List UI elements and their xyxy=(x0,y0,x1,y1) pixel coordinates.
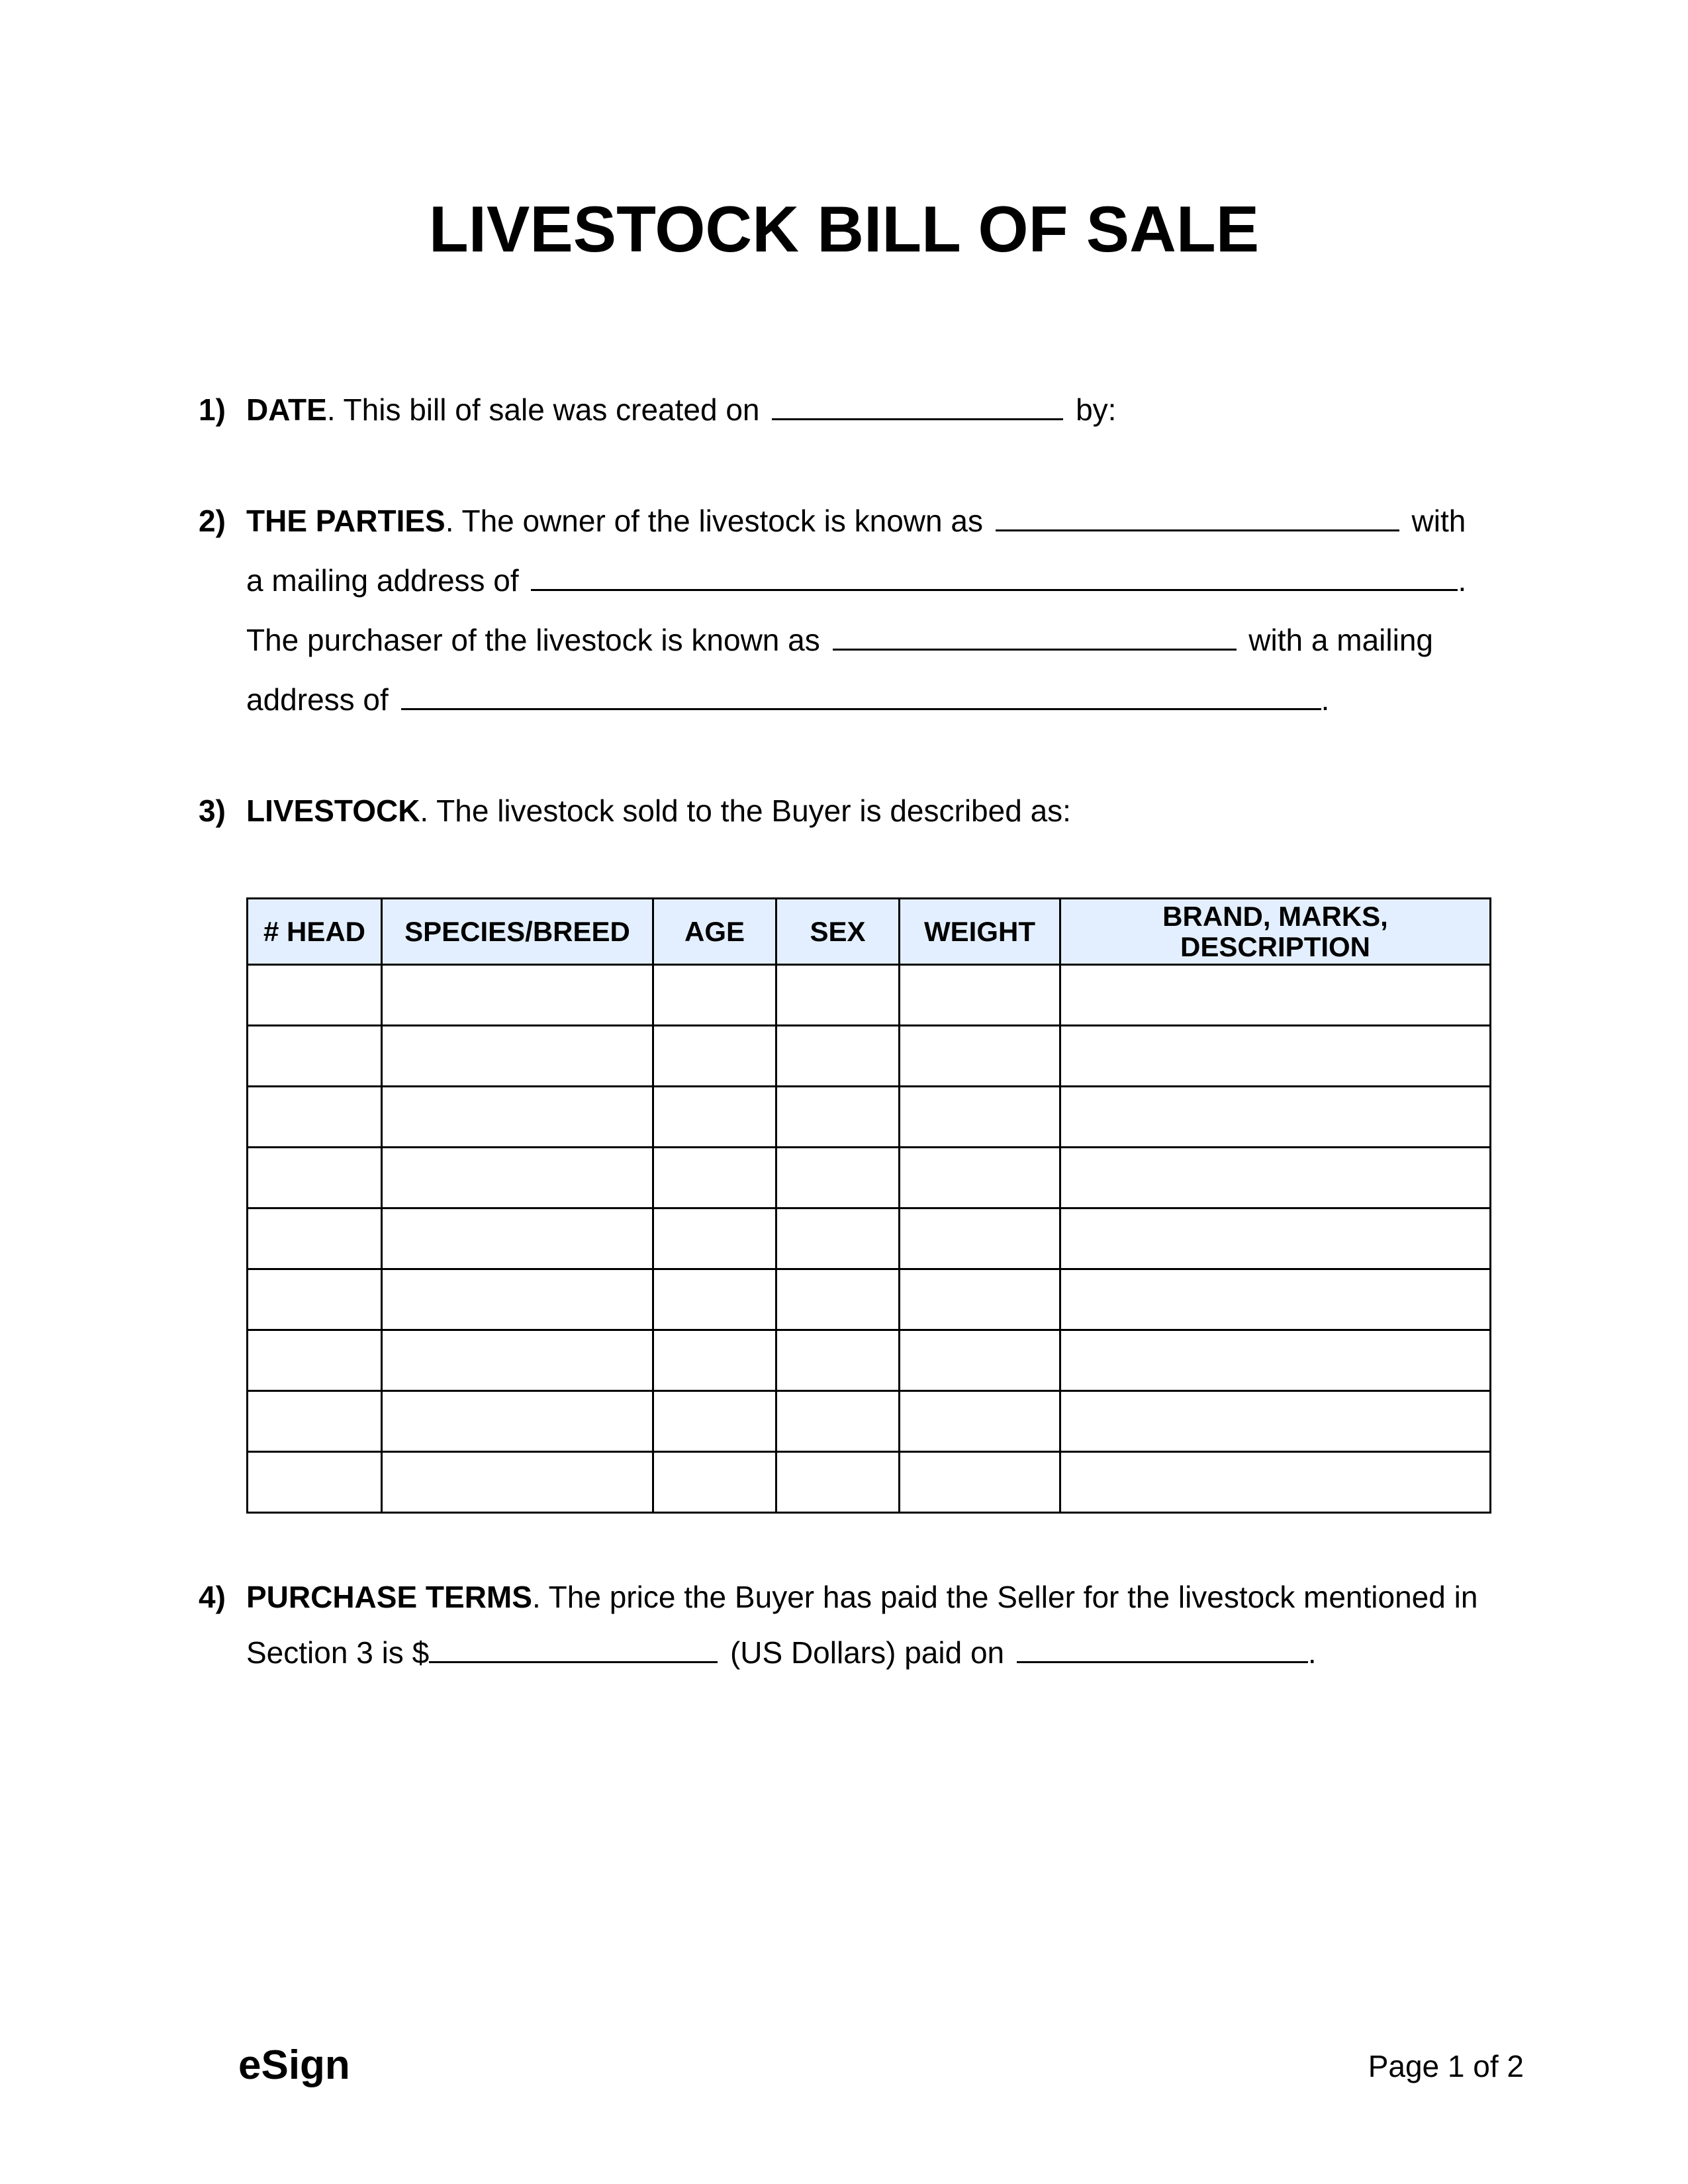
period: . xyxy=(1458,563,1467,598)
table-row xyxy=(248,1452,1491,1513)
table-cell[interactable] xyxy=(382,1391,653,1452)
section-heading: LIVESTOCK xyxy=(246,794,420,828)
section-number: 4) xyxy=(199,1580,226,1614)
table-cell[interactable] xyxy=(248,1330,382,1391)
header-species-breed: SPECIES/BREED xyxy=(382,899,653,965)
page-number: Page 1 of 2 xyxy=(1368,2049,1524,2083)
purchase-terms-text: . The price the Buyer has paid the Seller for the livestock mentioned in xyxy=(532,1580,1478,1614)
table-cell[interactable] xyxy=(1060,1148,1491,1208)
table-cell[interactable] xyxy=(248,1452,382,1513)
table-cell[interactable] xyxy=(653,965,776,1026)
table-cell[interactable] xyxy=(382,1208,653,1269)
table-cell[interactable] xyxy=(382,1026,653,1087)
table-cell[interactable] xyxy=(900,1330,1060,1391)
table-cell[interactable] xyxy=(900,1391,1060,1452)
table-cell[interactable] xyxy=(248,1148,382,1208)
table-cell[interactable] xyxy=(776,1208,900,1269)
table-cell[interactable] xyxy=(900,1208,1060,1269)
livestock-text: . The livestock sold to the Buyer is described as: xyxy=(420,794,1071,828)
table-cell[interactable] xyxy=(653,1026,776,1087)
table-cell[interactable] xyxy=(776,1087,900,1148)
table-cell[interactable] xyxy=(1060,1208,1491,1269)
table-cell[interactable] xyxy=(1060,1087,1491,1148)
table-cell[interactable] xyxy=(900,1269,1060,1330)
table-cell[interactable] xyxy=(776,1269,900,1330)
table-cell[interactable] xyxy=(1060,965,1491,1026)
table-cell[interactable] xyxy=(653,1208,776,1269)
header-head-count: # HEAD xyxy=(248,899,382,965)
table-cell[interactable] xyxy=(776,1391,900,1452)
table-cell[interactable] xyxy=(900,1026,1060,1087)
table-cell[interactable] xyxy=(653,1391,776,1452)
document-title: LIVESTOCK BILL OF SALE xyxy=(428,193,1260,265)
section-heading: DATE xyxy=(246,392,327,427)
livestock-table xyxy=(246,897,1491,1514)
table-body xyxy=(248,965,1491,1513)
table-cell[interactable] xyxy=(1060,1452,1491,1513)
price-field[interactable] xyxy=(429,1636,718,1663)
owner-address-label: a mailing address of xyxy=(246,563,528,598)
table-cell[interactable] xyxy=(248,1269,382,1330)
table-cell[interactable] xyxy=(776,1026,900,1087)
table-cell[interactable] xyxy=(900,1148,1060,1208)
section-number: 1) xyxy=(199,392,226,427)
table-cell[interactable] xyxy=(248,1087,382,1148)
table-cell[interactable] xyxy=(653,1087,776,1148)
table-cell[interactable] xyxy=(776,1330,900,1391)
table-cell[interactable] xyxy=(776,965,900,1026)
table-cell[interactable] xyxy=(248,1026,382,1087)
date-text: . This bill of sale was created on xyxy=(326,392,769,427)
section-number: 3) xyxy=(199,794,226,828)
table-cell[interactable] xyxy=(653,1330,776,1391)
table-cell[interactable] xyxy=(1060,1269,1491,1330)
header-age: AGE xyxy=(653,899,776,965)
table-row xyxy=(248,1026,1491,1087)
table-row xyxy=(248,1208,1491,1269)
table-cell[interactable] xyxy=(248,965,382,1026)
table-cell[interactable] xyxy=(900,1087,1060,1148)
table-cell[interactable] xyxy=(382,1330,653,1391)
header-sex: SEX xyxy=(776,899,900,965)
table-cell[interactable] xyxy=(653,1452,776,1513)
purchaser-name-field[interactable] xyxy=(833,623,1237,651)
owner-text: . The owner of the livestock is known as xyxy=(445,504,992,538)
header-brand-marks-description: BRAND, MARKS, DESCRIPTION xyxy=(1060,899,1491,965)
price-label: Section 3 is $ xyxy=(246,1635,430,1670)
paid-on-text: (US Dollars) paid on xyxy=(722,1635,1013,1670)
section-heading: THE PARTIES xyxy=(246,504,445,538)
paid-on-date-field[interactable] xyxy=(1017,1636,1308,1663)
period: . xyxy=(1307,1635,1317,1670)
header-weight: WEIGHT xyxy=(900,899,1060,965)
table-row xyxy=(248,1148,1491,1208)
section-number: 2) xyxy=(199,504,226,538)
table-row xyxy=(248,1269,1491,1330)
period: . xyxy=(1321,682,1330,717)
table-header-row xyxy=(248,899,1491,965)
table-cell[interactable] xyxy=(1060,1391,1491,1452)
table-cell[interactable] xyxy=(382,1269,653,1330)
table-cell[interactable] xyxy=(1060,1026,1491,1087)
table-cell[interactable] xyxy=(900,1452,1060,1513)
section-heading: PURCHASE TERMS xyxy=(246,1580,532,1614)
purchaser-with-text: with a mailing xyxy=(1240,623,1433,657)
date-blank-field[interactable] xyxy=(772,393,1063,420)
table-cell[interactable] xyxy=(382,1452,653,1513)
table-cell[interactable] xyxy=(248,1208,382,1269)
table-cell[interactable] xyxy=(653,1269,776,1330)
owner-address-field[interactable] xyxy=(531,564,1458,591)
esign-logo: eSign xyxy=(238,2042,350,2088)
table-cell[interactable] xyxy=(382,1087,653,1148)
table-cell[interactable] xyxy=(900,965,1060,1026)
table-cell[interactable] xyxy=(248,1391,382,1452)
owner-name-field[interactable] xyxy=(996,504,1399,531)
table-cell[interactable] xyxy=(776,1452,900,1513)
purchaser-address-label: address of xyxy=(246,682,397,717)
table-cell[interactable] xyxy=(1060,1330,1491,1391)
table-cell[interactable] xyxy=(653,1148,776,1208)
table-cell[interactable] xyxy=(382,965,653,1026)
purchaser-address-field[interactable] xyxy=(401,683,1321,710)
owner-with-text: with xyxy=(1403,504,1466,538)
table-cell[interactable] xyxy=(776,1148,900,1208)
table-row xyxy=(248,1391,1491,1452)
purchaser-text: The purchaser of the livestock is known as xyxy=(246,623,829,657)
table-cell[interactable] xyxy=(382,1148,653,1208)
table-row xyxy=(248,965,1491,1026)
date-by-text: by: xyxy=(1067,392,1117,427)
table-row xyxy=(248,1330,1491,1391)
table-row xyxy=(248,1087,1491,1148)
